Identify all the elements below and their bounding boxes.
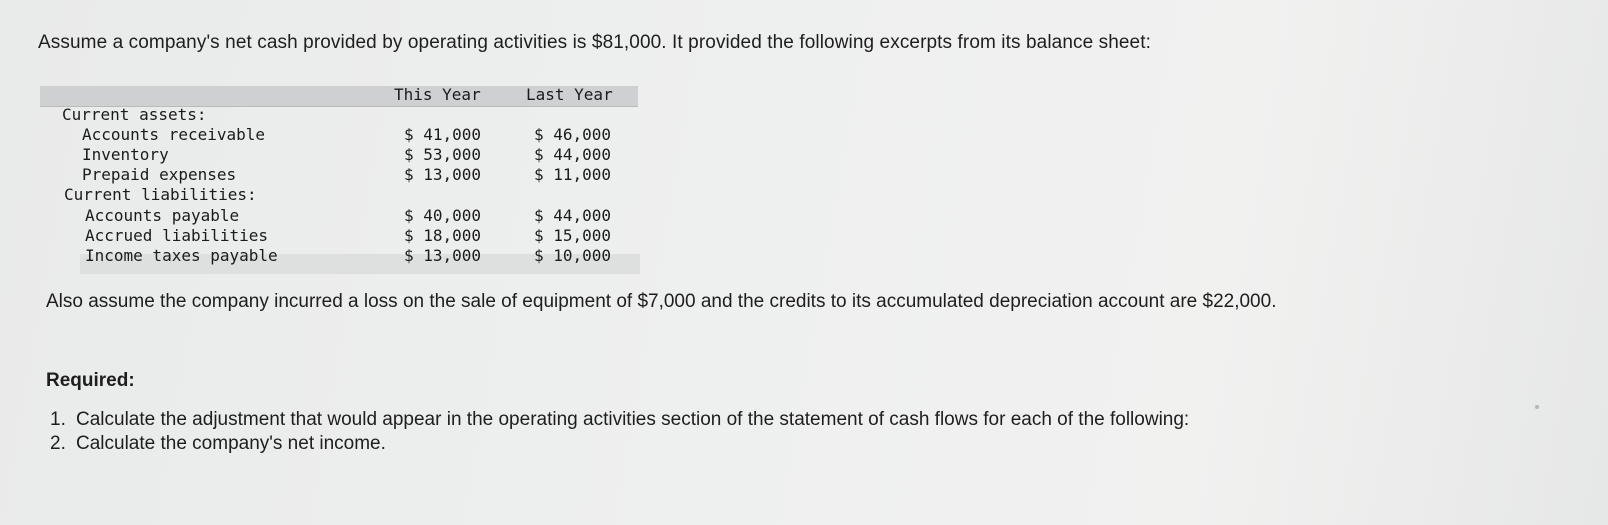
list-item [46, 432, 1246, 456]
assumption-paragraph: Also assume the company incurred a loss on the sale of equipment of $7,000 and the credits to its accumulated depreciation account are $22,000. [46, 291, 1277, 312]
table-row [40, 125, 640, 145]
dust-speck [1535, 405, 1539, 409]
balance-sheet-table [40, 84, 640, 274]
row-label: Prepaid expenses [82, 165, 237, 184]
table-row [40, 246, 640, 266]
section-title-row [40, 185, 640, 205]
last-year-value: $ 44,000 [534, 145, 612, 164]
table-row [40, 165, 640, 185]
last-year-value: $ 44,000 [534, 206, 612, 225]
row-label: Accrued liabilities [85, 226, 269, 245]
list-item-number: 2. [50, 433, 66, 454]
list-item-text: Calculate the adjustment that would appear in the operating activities section of the statement of cash flows for each of the following: [76, 409, 1190, 430]
row-label: Accounts receivable [82, 125, 266, 144]
column-header-this-year: This Year [394, 85, 481, 104]
table-row [40, 145, 640, 165]
last-year-value: $ 10,000 [534, 246, 612, 265]
required-heading: Required: [46, 370, 135, 391]
intro-text: Assume a company's net cash provided by operating activities is $81,000. It provided the following excerpts from its balance sheet: [38, 32, 1151, 53]
this-year-value: $ 13,000 [404, 165, 482, 184]
this-year-value: $ 40,000 [404, 206, 482, 225]
list-item [46, 408, 1246, 432]
list-item-text: Calculate the company's net income. [76, 433, 386, 454]
section-title-current-assets: Current assets: [62, 105, 207, 124]
this-year-value: $ 18,000 [404, 226, 482, 245]
last-year-value: $ 11,000 [534, 165, 612, 184]
table-row [40, 226, 640, 246]
this-year-value: $ 53,000 [404, 145, 482, 164]
row-label: Inventory [82, 145, 169, 164]
table-row [40, 206, 640, 226]
last-year-value: $ 15,000 [534, 226, 612, 245]
column-header-last-year: Last Year [526, 85, 613, 104]
requirements-list [46, 408, 1246, 456]
list-item-number: 1. [50, 409, 66, 430]
this-year-value: $ 41,000 [404, 125, 482, 144]
row-label: Accounts payable [85, 206, 240, 225]
this-year-value: $ 13,000 [404, 246, 482, 265]
row-label: Income taxes payable [85, 246, 278, 265]
section-title-row [40, 105, 640, 125]
last-year-value: $ 46,000 [534, 125, 612, 144]
section-title-current-liabilities: Current liabilities: [64, 185, 257, 204]
